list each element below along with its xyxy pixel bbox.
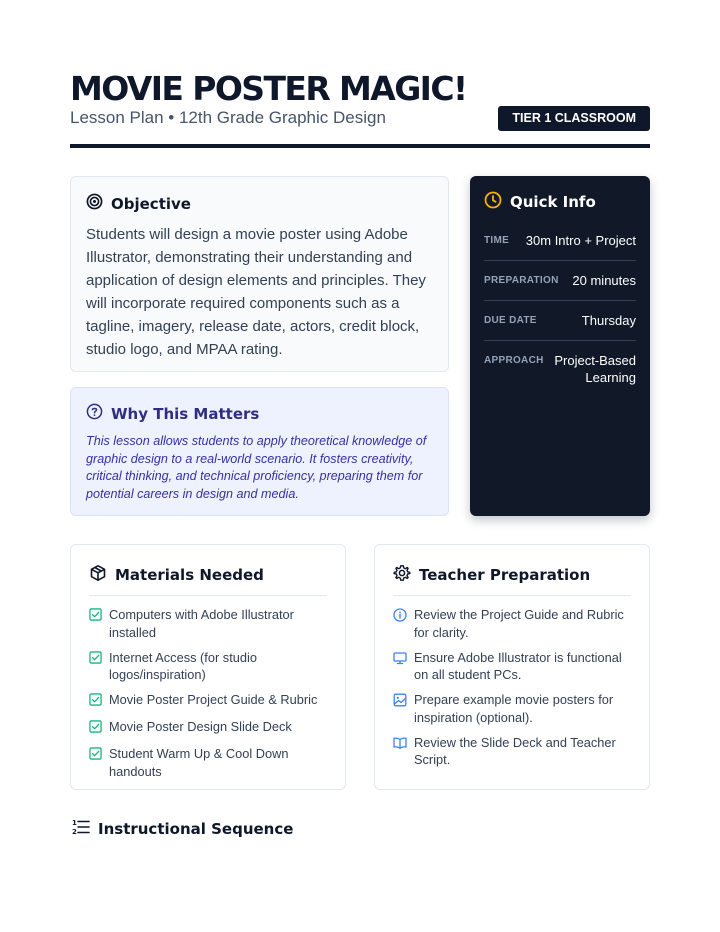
quick-info-heading xyxy=(484,191,636,213)
check-square-icon xyxy=(89,691,109,711)
list-item xyxy=(89,649,327,684)
check-square-icon xyxy=(89,718,109,738)
list-item-text: Review the Slide Deck and Teacher Script. xyxy=(414,734,616,767)
page-title: MOVIE POSTER MAGIC! xyxy=(70,69,467,108)
book-open-icon xyxy=(393,734,414,755)
check-square-icon xyxy=(89,745,109,765)
quick-info-row-due-date xyxy=(484,301,636,341)
list-item xyxy=(89,691,327,711)
objective-title: Objective xyxy=(111,194,191,213)
image-icon xyxy=(393,691,414,712)
list-item xyxy=(393,734,631,769)
quick-info-row-preparation xyxy=(484,261,636,301)
why-card xyxy=(70,387,449,516)
svg-text:1: 1 xyxy=(72,819,77,827)
instructional-sequence-title: Instructional Sequence xyxy=(98,820,294,838)
check-square-icon xyxy=(89,649,109,669)
info-circle-icon xyxy=(393,606,414,627)
objective-heading xyxy=(86,193,433,214)
why-title: Why This Matters xyxy=(111,404,260,423)
quick-info-row-time xyxy=(484,221,636,261)
header-divider xyxy=(70,144,650,148)
quick-info-label: APPROACH xyxy=(484,355,544,366)
why-body: This lesson allows students to apply theoretical knowledge of graphic design to a real-world scenario. It fosters creativity, critical thinking, and technical proficiency, preparing them for potential careers in design and media. xyxy=(86,434,427,502)
list-item-text: Ensure Adobe Illustrator is functional on all student PCs. xyxy=(414,649,622,682)
gear-icon xyxy=(393,564,419,586)
page-header xyxy=(70,69,650,127)
quick-info-title: Quick Info xyxy=(510,193,596,211)
target-icon xyxy=(86,193,111,214)
list-item-text: Student Warm Up & Cool Down handouts xyxy=(109,746,289,779)
check-square-icon xyxy=(89,606,109,626)
page-subtitle: Lesson Plan • 12th Grade Graphic Design xyxy=(70,108,386,127)
quick-info-value: 30m Intro + Project xyxy=(525,233,636,248)
list-item xyxy=(393,649,631,684)
question-circle-icon xyxy=(86,403,111,424)
objective-card xyxy=(70,176,449,372)
list-item xyxy=(393,691,631,726)
quick-info-label: TIME xyxy=(484,235,510,246)
teacher-prep-card xyxy=(374,544,650,790)
teacher-prep-list xyxy=(393,606,631,769)
tier-badge: TIER 1 CLASSROOM xyxy=(498,106,650,131)
list-item xyxy=(89,745,327,780)
box-icon xyxy=(89,564,115,586)
instructional-sequence-heading xyxy=(72,818,293,840)
quick-info-card xyxy=(470,176,650,516)
list-item-text: Computers with Adobe Illustrator installed xyxy=(109,607,294,640)
why-heading xyxy=(86,403,433,424)
list-item-text: Prepare example movie posters for inspiration (optional). xyxy=(414,692,614,725)
quick-info-label: PREPARATION xyxy=(484,275,559,286)
list-item xyxy=(89,606,327,641)
quick-info-value: Thursday xyxy=(581,313,636,328)
monitor-icon xyxy=(393,649,414,670)
teacher-prep-heading xyxy=(393,564,631,596)
quick-info-row-approach xyxy=(484,341,636,397)
clock-icon xyxy=(484,191,510,213)
numbered-list-icon xyxy=(72,818,98,840)
list-item-text: Internet Access (for studio logos/inspiration) xyxy=(109,649,257,682)
list-item xyxy=(89,718,327,738)
list-item-text: Movie Poster Design Slide Deck xyxy=(109,719,292,734)
quick-info-value: Project-Based Learning xyxy=(554,353,636,385)
materials-title: Materials Needed xyxy=(115,566,264,584)
list-item-text: Movie Poster Project Guide & Rubric xyxy=(109,692,318,707)
materials-card xyxy=(70,544,346,790)
materials-list xyxy=(89,606,327,780)
quick-info-label: DUE DATE xyxy=(484,315,537,326)
teacher-prep-title: Teacher Preparation xyxy=(419,566,591,584)
svg-text:2: 2 xyxy=(72,828,77,836)
list-item-text: Review the Project Guide and Rubric for clarity. xyxy=(414,607,624,640)
quick-info-value: 20 minutes xyxy=(572,273,636,288)
list-item xyxy=(393,606,631,641)
materials-heading xyxy=(89,564,327,596)
objective-body: Students will design a movie poster using Adobe Illustrator, demonstrating their understanding and application of design elements and principles. They will incorporate required components such as a tagline, imagery, release date, actors, credit block, studio logo, and MPAA rating. xyxy=(86,226,426,358)
